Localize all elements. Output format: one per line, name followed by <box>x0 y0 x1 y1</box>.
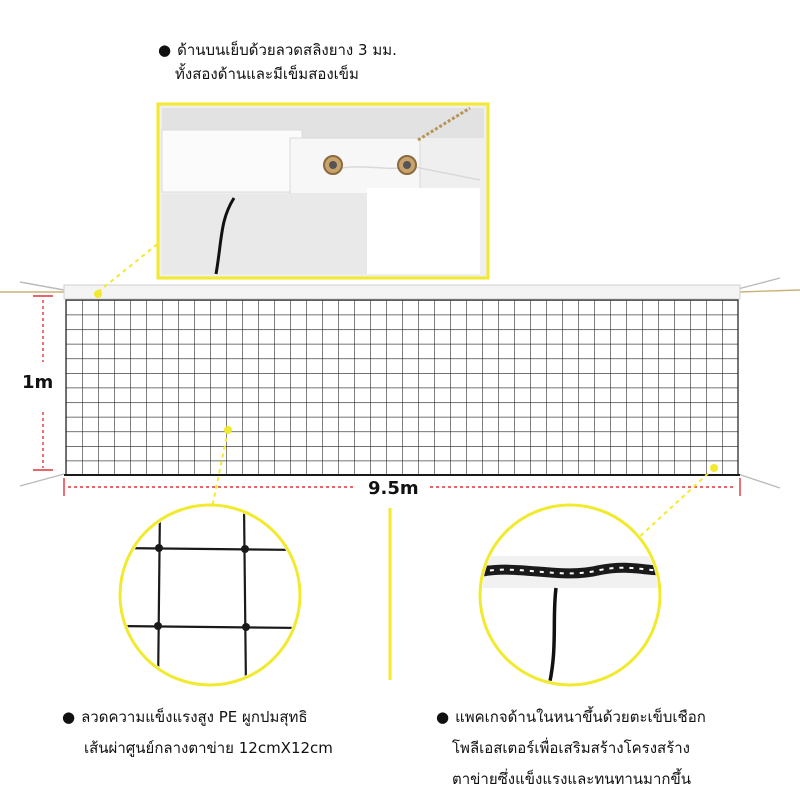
top-note-line1: ด้านบนเย็บด้วยลวดสลิงยาง 3 มม. <box>177 41 397 59</box>
bottom-left-line1: ลวดความแข็งแรงสูง PE ผูกปมสุทธิ <box>81 708 308 726</box>
zoom-circle-knots <box>115 505 305 690</box>
bottom-right-line1: แพคเกจด้านในหนาขึ้นด้วยตะเข็บเชือก <box>455 708 706 726</box>
bottom-right-note <box>436 702 706 795</box>
bottom-left-note <box>62 702 333 764</box>
top-inset <box>158 104 488 278</box>
bottom-right-line3: ตาข่ายซึ่งแข็งแรงและทนทานมากขึ้น <box>452 770 691 788</box>
zoom-circle-rope <box>478 505 662 690</box>
badminton-net <box>64 285 740 475</box>
top-tape <box>64 285 740 299</box>
bullet-dot-icon: ● <box>158 41 172 59</box>
width-label: 9.5m <box>364 478 423 499</box>
bottom-left-line2: เส้นผ่าศูนย์กลางตาข่าย 12cmX12cm <box>84 739 333 757</box>
bottom-right-line2: โพลีเอสเตอร์เพื่อเสริมสร้างโครงสร้าง <box>452 739 691 757</box>
height-label: 1m <box>22 372 54 393</box>
bullet-dot-icon: ● <box>436 708 450 726</box>
top-note-line2: ทั้งสองด้านและมีเข็มสองเข็ม <box>175 65 359 83</box>
bullet-dot-icon: ● <box>62 708 76 726</box>
eyelet-icon <box>398 156 416 174</box>
eyelet-icon <box>324 156 342 174</box>
top-note <box>158 38 397 86</box>
